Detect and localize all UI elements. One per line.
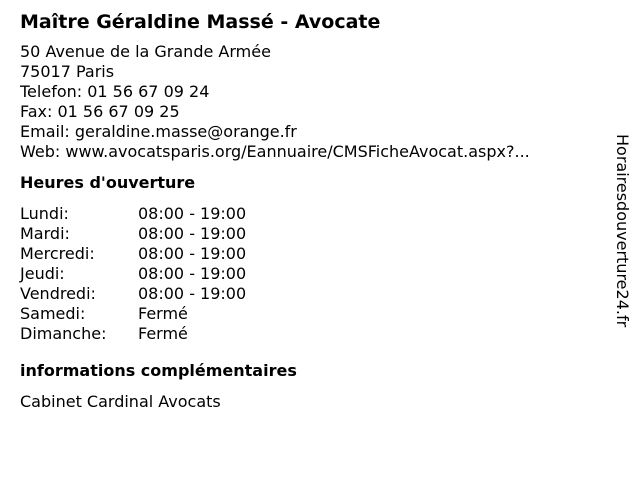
hours-day: Samedi: bbox=[20, 304, 86, 323]
hours-day: Lundi: bbox=[20, 204, 69, 223]
hours-row bbox=[20, 264, 600, 284]
web-line: Web: www.avocatsparis.org/Eannuaire/CMSFicheAvocat.aspx?... bbox=[20, 142, 530, 161]
email-line: Email: geraldine.masse@orange.fr bbox=[20, 122, 297, 141]
info-heading: informations complémentaires bbox=[20, 361, 297, 380]
hours-row bbox=[20, 224, 600, 244]
hours-time: 08:00 - 19:00 bbox=[138, 224, 247, 243]
brand-watermark-text: Horairesdouverture24.fr bbox=[613, 134, 632, 328]
phone-line: Telefon: 01 56 67 09 24 bbox=[20, 82, 210, 101]
hours-day: Dimanche: bbox=[20, 324, 107, 343]
listing-card bbox=[20, 10, 600, 412]
page-title: Maître Géraldine Massé - Avocate bbox=[20, 11, 381, 33]
hours-row bbox=[20, 284, 600, 304]
hours-day: Mercredi: bbox=[20, 244, 95, 263]
hours-row bbox=[20, 204, 600, 224]
address-city: 75017 Paris bbox=[20, 62, 115, 81]
hours-heading: Heures d'ouverture bbox=[20, 173, 196, 192]
hours-time: 08:00 - 19:00 bbox=[138, 244, 247, 263]
hours-time: 08:00 - 19:00 bbox=[138, 264, 247, 283]
fax-line: Fax: 01 56 67 09 25 bbox=[20, 102, 180, 121]
hours-time: Fermé bbox=[138, 324, 188, 343]
hours-time: 08:00 - 19:00 bbox=[138, 204, 247, 223]
hours-day: Jeudi: bbox=[20, 264, 65, 283]
hours-time: Fermé bbox=[138, 304, 188, 323]
address-street: 50 Avenue de la Grande Armée bbox=[20, 42, 271, 61]
hours-day: Mardi: bbox=[20, 224, 70, 243]
hours-row bbox=[20, 324, 600, 344]
hours-row bbox=[20, 304, 600, 324]
hours-table bbox=[20, 204, 600, 344]
hours-time: 08:00 - 19:00 bbox=[138, 284, 247, 303]
hours-day: Vendredi: bbox=[20, 284, 96, 303]
info-text: Cabinet Cardinal Avocats bbox=[20, 392, 221, 411]
hours-row bbox=[20, 244, 600, 264]
brand-watermark bbox=[612, 134, 632, 374]
